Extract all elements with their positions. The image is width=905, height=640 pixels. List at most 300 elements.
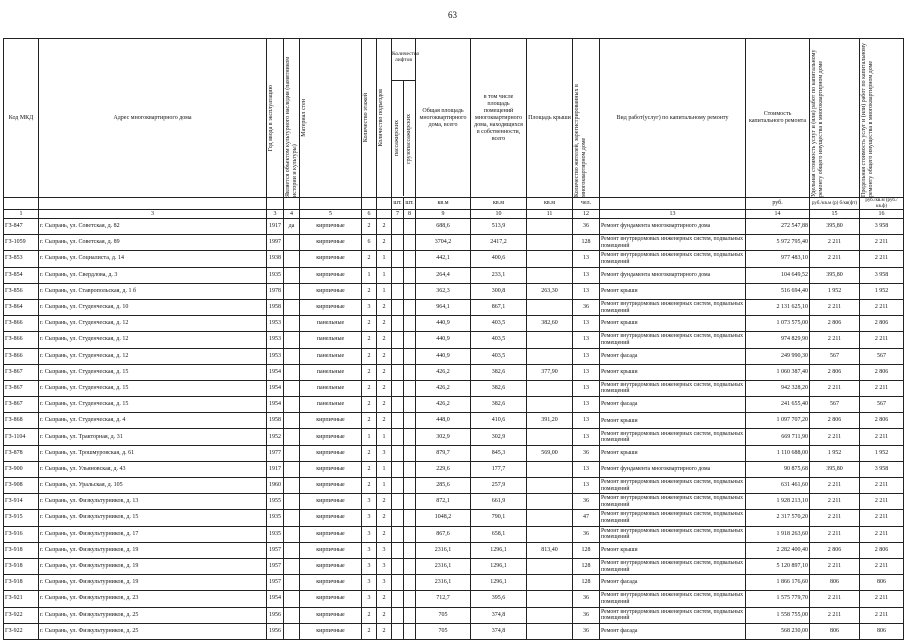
lifts-cargo-cell <box>404 251 416 267</box>
floors-cell: 3 <box>362 558 377 574</box>
header-entrances: Количество подъездов <box>377 39 392 198</box>
address-cell: г. Сызрань, ул. Физкультурников, д. 25 <box>39 623 267 639</box>
wall-cell: кирпичные <box>300 267 362 283</box>
unit-cost-cell: 567 <box>810 397 860 413</box>
area-roof-cell: 263,30 <box>527 283 573 299</box>
heritage-cell <box>284 235 300 251</box>
kod-cell: ГЗ-866 <box>4 348 39 364</box>
kod-cell: ГЗ-853 <box>4 251 39 267</box>
unit-cost-cell: 567 <box>810 348 860 364</box>
entrances-cell: 1 <box>377 429 392 445</box>
floors-cell: 6 <box>362 235 377 251</box>
heritage-cell <box>284 348 300 364</box>
kod-cell: ГЗ-867 <box>4 380 39 396</box>
year-cell: 1957 <box>267 558 284 574</box>
kod-cell: ГЗ-914 <box>4 494 39 510</box>
year-cell: 1956 <box>267 607 284 623</box>
address-cell: г. Сызрань, ул. Студенческая, д. 12 <box>39 316 267 332</box>
work-cell: Ремонт крыши <box>600 413 746 429</box>
header-kod: Код МКД <box>4 39 39 198</box>
wall-cell: кирпичные <box>300 591 362 607</box>
kod-cell: ГЗ-900 <box>4 461 39 477</box>
cost-cell: 249 990,30 <box>746 348 810 364</box>
cost-cell: 241 655,40 <box>746 397 810 413</box>
header-lifts: Количество лифтов пассажирских грузопассажирских <box>392 39 416 198</box>
limit-cost-cell: 567 <box>860 348 904 364</box>
table-row <box>4 251 904 267</box>
cost-cell: 631 461,60 <box>746 478 810 494</box>
unit-cost-cell: 806 <box>810 575 860 591</box>
table-row <box>4 558 904 574</box>
heritage-cell <box>284 251 300 267</box>
area-own-cell: 403,5 <box>471 316 527 332</box>
kod-cell: ГЗ-1059 <box>4 235 39 251</box>
kod-cell: ГЗ-866 <box>4 332 39 348</box>
area-roof-cell <box>527 235 573 251</box>
wall-cell: кирпичные <box>300 235 362 251</box>
address-cell: г. Сызрань, ул. Физкультурников, д. 13 <box>39 494 267 510</box>
wall-cell: панельные <box>300 364 362 380</box>
floors-cell: 3 <box>362 494 377 510</box>
address-cell: г. Сызрань, ул. Студенческая, д. 15 <box>39 380 267 396</box>
work-cell: Ремонт внутридомовых инженерных систем, подвальных помещений <box>600 299 746 315</box>
residents-cell: 36 <box>573 219 600 235</box>
table-row <box>4 510 904 526</box>
work-cell: Ремонт внутридомовых инженерных систем, подвальных помещений <box>600 332 746 348</box>
heritage-cell <box>284 510 300 526</box>
unit-cost-cell: 395,80 <box>810 267 860 283</box>
entrances-cell: 3 <box>377 445 392 461</box>
lifts-pass-cell <box>392 542 404 558</box>
unit-cost-cell: 2 211 <box>810 380 860 396</box>
kod-cell: ГЗ-918 <box>4 542 39 558</box>
heritage-cell <box>284 316 300 332</box>
lifts-pass-cell <box>392 478 404 494</box>
residents-cell: 36 <box>573 607 600 623</box>
cost-cell: 5 120 897,10 <box>746 558 810 574</box>
residents-cell: 36 <box>573 445 600 461</box>
area-own-cell: 374,8 <box>471 607 527 623</box>
floors-cell: 2 <box>362 397 377 413</box>
table-row <box>4 235 904 251</box>
heritage-cell <box>284 445 300 461</box>
heritage-cell <box>284 607 300 623</box>
work-cell: Ремонт внутридомовых инженерных систем, подвальных помещений <box>600 526 746 542</box>
lifts-pass-cell <box>392 558 404 574</box>
area-total-cell: 2316,1 <box>416 558 471 574</box>
entrances-cell: 2 <box>377 364 392 380</box>
lifts-pass-cell <box>392 445 404 461</box>
residents-cell: 128 <box>573 235 600 251</box>
work-cell: Ремонт крыши <box>600 316 746 332</box>
area-roof-cell <box>527 461 573 477</box>
lifts-pass-cell <box>392 219 404 235</box>
limit-cost-cell: 567 <box>860 397 904 413</box>
address-cell: г. Сызрань, ул. Физкультурников, д. 25 <box>39 607 267 623</box>
area-own-cell: 661,9 <box>471 494 527 510</box>
work-cell: Ремонт внутридомовых инженерных систем, подвальных помещений <box>600 591 746 607</box>
kod-cell: ГЗ-864 <box>4 299 39 315</box>
limit-cost-cell: 2 211 <box>860 478 904 494</box>
table-row <box>4 623 904 639</box>
cost-cell: 90 875,68 <box>746 461 810 477</box>
area-roof-cell <box>527 526 573 542</box>
cost-cell: 942 328,20 <box>746 380 810 396</box>
kod-cell: ГЗ-866 <box>4 316 39 332</box>
year-cell: 1917 <box>267 219 284 235</box>
units-row: шт. шт. кв.м кв.м кв.м чел. руб. руб./кв.м (р) б/кв(фт) руб./кв.м (руб./кв.ф) <box>4 198 904 210</box>
area-own-cell: 1296,1 <box>471 558 527 574</box>
lifts-pass-cell <box>392 251 404 267</box>
cost-cell: 568 230,00 <box>746 623 810 639</box>
area-own-cell: 845,3 <box>471 445 527 461</box>
address-cell: г. Сызрань, ул. Физкультурников, д. 19 <box>39 542 267 558</box>
limit-cost-cell: 2 211 <box>860 558 904 574</box>
area-own-cell: 513,9 <box>471 219 527 235</box>
floors-cell: 2 <box>362 380 377 396</box>
limit-cost-cell: 806 <box>860 575 904 591</box>
area-roof-cell <box>527 219 573 235</box>
area-total-cell: 229,6 <box>416 461 471 477</box>
limit-cost-cell: 2 806 <box>860 413 904 429</box>
heritage-cell <box>284 461 300 477</box>
residents-cell: 13 <box>573 397 600 413</box>
unit-cost-cell: 2 211 <box>810 235 860 251</box>
area-roof-cell: 377,90 <box>527 364 573 380</box>
area-total-cell: 2316,1 <box>416 542 471 558</box>
lifts-cargo-cell <box>404 607 416 623</box>
floors-cell: 2 <box>362 348 377 364</box>
work-cell: Ремонт внутридомовых инженерных систем, подвальных помещений <box>600 558 746 574</box>
limit-cost-cell: 2 806 <box>860 542 904 558</box>
table-row <box>4 316 904 332</box>
heritage-cell <box>284 283 300 299</box>
lifts-cargo-cell <box>404 397 416 413</box>
entrances-cell: 2 <box>377 299 392 315</box>
unit-cost-cell: 2 211 <box>810 591 860 607</box>
work-cell: Ремонт внутридомовых инженерных систем, подвальных помещений <box>600 380 746 396</box>
table-row <box>4 429 904 445</box>
heritage-cell <box>284 364 300 380</box>
residents-cell: 13 <box>573 380 600 396</box>
lifts-cargo-cell <box>404 380 416 396</box>
lifts-pass-cell <box>392 413 404 429</box>
residents-cell: 13 <box>573 364 600 380</box>
lifts-cargo-cell <box>404 332 416 348</box>
year-cell: 1958 <box>267 413 284 429</box>
area-total-cell: 264,4 <box>416 267 471 283</box>
limit-cost-cell: 2 211 <box>860 591 904 607</box>
floors-cell: 3 <box>362 510 377 526</box>
unit-cost-cell: 2 211 <box>810 607 860 623</box>
lifts-pass-cell <box>392 364 404 380</box>
work-cell: Ремонт фасада <box>600 348 746 364</box>
area-roof-cell <box>527 380 573 396</box>
entrances-cell: 2 <box>377 510 392 526</box>
heritage-cell <box>284 267 300 283</box>
address-cell: г. Сызрань, ул. Студенческая, д. 15 <box>39 397 267 413</box>
unit-cost-cell: 2 806 <box>810 316 860 332</box>
floors-cell: 3 <box>362 542 377 558</box>
wall-cell: панельные <box>300 348 362 364</box>
area-own-cell: 395,6 <box>471 591 527 607</box>
address-cell: г. Сызрань, ул. Студенческая, д. 4 <box>39 413 267 429</box>
area-total-cell: 426,2 <box>416 364 471 380</box>
heritage-cell <box>284 526 300 542</box>
entrances-cell: 3 <box>377 542 392 558</box>
area-roof-cell <box>527 478 573 494</box>
table-row <box>4 478 904 494</box>
table-row <box>4 397 904 413</box>
entrances-cell: 1 <box>377 251 392 267</box>
cost-cell: 272 547,88 <box>746 219 810 235</box>
kod-cell: ГЗ-922 <box>4 623 39 639</box>
floors-cell: 3 <box>362 575 377 591</box>
residents-cell: 36 <box>573 526 600 542</box>
work-cell: Ремонт фасада <box>600 575 746 591</box>
wall-cell: панельные <box>300 397 362 413</box>
lifts-cargo-cell <box>404 283 416 299</box>
work-cell: Ремонт внутридомовых инженерных систем, подвальных помещений <box>600 235 746 251</box>
address-cell: г. Сызрань, ул. Свердлова, д. 3 <box>39 267 267 283</box>
work-cell: Ремонт внутридомовых инженерных систем, подвальных помещений <box>600 429 746 445</box>
cost-cell: 1 110 688,00 <box>746 445 810 461</box>
area-total-cell: 2316,1 <box>416 575 471 591</box>
year-cell: 1953 <box>267 316 284 332</box>
lifts-pass-cell <box>392 591 404 607</box>
wall-cell: кирпичные <box>300 461 362 477</box>
entrances-cell: 2 <box>377 413 392 429</box>
year-cell: 1958 <box>267 299 284 315</box>
residents-cell: 128 <box>573 558 600 574</box>
year-cell: 1935 <box>267 267 284 283</box>
entrances-cell: 2 <box>377 494 392 510</box>
wall-cell: кирпичные <box>300 607 362 623</box>
cost-cell: 516 694,40 <box>746 283 810 299</box>
year-cell: 1954 <box>267 380 284 396</box>
area-own-cell: 410,6 <box>471 413 527 429</box>
lifts-cargo-cell <box>404 348 416 364</box>
area-roof-cell <box>527 510 573 526</box>
limit-cost-cell: 2 211 <box>860 380 904 396</box>
wall-cell: панельные <box>300 380 362 396</box>
floors-cell: 2 <box>362 445 377 461</box>
lifts-cargo-cell <box>404 461 416 477</box>
cost-cell: 1 918 263,60 <box>746 526 810 542</box>
area-roof-cell: 569,00 <box>527 445 573 461</box>
unit-cost-cell: 2 806 <box>810 364 860 380</box>
floors-cell: 2 <box>362 316 377 332</box>
area-own-cell: 400,6 <box>471 251 527 267</box>
header-work: Вид работ(услуг) по капитальному ремонту <box>600 39 746 198</box>
heritage-cell: да <box>284 219 300 235</box>
wall-cell: кирпичные <box>300 478 362 494</box>
area-total-cell: 440,9 <box>416 348 471 364</box>
area-total-cell: 426,2 <box>416 380 471 396</box>
lifts-pass-cell <box>392 380 404 396</box>
area-own-cell: 658,1 <box>471 526 527 542</box>
area-roof-cell: 382,60 <box>527 316 573 332</box>
heritage-cell <box>284 332 300 348</box>
limit-cost-cell: 2 806 <box>860 316 904 332</box>
wall-cell: кирпичные <box>300 413 362 429</box>
wall-cell: кирпичные <box>300 526 362 542</box>
lifts-pass-cell <box>392 332 404 348</box>
address-cell: г. Сызрань, ул. Студенческая, д. 12 <box>39 348 267 364</box>
table-row <box>4 299 904 315</box>
entrances-cell: 1 <box>377 267 392 283</box>
wall-cell: кирпичные <box>300 445 362 461</box>
header-heritage: Является объектом культурного наследия (памятником истории и культуры) <box>284 39 300 198</box>
heritage-cell <box>284 623 300 639</box>
residents-cell: 47 <box>573 510 600 526</box>
entrances-cell: 1 <box>377 283 392 299</box>
header-residents: Количество жителей, зарегистрированных в многоквартирном доме <box>573 39 600 198</box>
cost-cell: 2 317 570,20 <box>746 510 810 526</box>
column-number-row: 1 3 3 4 5 6 7 8 9 10 11 12 13 14 15 16 <box>4 210 904 219</box>
limit-cost-cell: 2 211 <box>860 299 904 315</box>
work-cell: Ремонт крыши <box>600 364 746 380</box>
page-number: 63 <box>448 10 457 20</box>
lifts-pass-cell <box>392 623 404 639</box>
kod-cell: ГЗ-1104 <box>4 429 39 445</box>
unit-cost-cell: 1 952 <box>810 283 860 299</box>
residents-cell: 13 <box>573 348 600 364</box>
address-cell: г. Сызрань, ул. Уральская, д. 105 <box>39 478 267 494</box>
table-row <box>4 591 904 607</box>
address-cell: г. Сызрань, ул. Студенческая, д. 12 <box>39 332 267 348</box>
table-row <box>4 575 904 591</box>
year-cell: 1953 <box>267 348 284 364</box>
lifts-cargo-cell <box>404 526 416 542</box>
work-cell: Ремонт фундамента многоквартирного дома <box>600 267 746 283</box>
area-roof-cell: 813,40 <box>527 542 573 558</box>
lifts-cargo-cell <box>404 429 416 445</box>
area-own-cell: 233,1 <box>471 267 527 283</box>
unit-cost-cell: 2 211 <box>810 478 860 494</box>
residents-cell: 13 <box>573 251 600 267</box>
residents-cell: 36 <box>573 299 600 315</box>
residents-cell: 36 <box>573 591 600 607</box>
area-roof-cell <box>527 575 573 591</box>
entrances-cell: 2 <box>377 219 392 235</box>
unit-cost-cell: 2 211 <box>810 299 860 315</box>
address-cell: г. Сызрань, ул. Физкультурников, д. 19 <box>39 575 267 591</box>
area-total-cell: 712,7 <box>416 591 471 607</box>
area-roof-cell <box>527 267 573 283</box>
floors-cell: 3 <box>362 526 377 542</box>
heritage-cell <box>284 380 300 396</box>
work-cell: Ремонт крыши <box>600 283 746 299</box>
heritage-cell <box>284 542 300 558</box>
unit-cost-cell: 2 211 <box>810 526 860 542</box>
lifts-pass-cell <box>392 526 404 542</box>
area-total-cell: 705 <box>416 607 471 623</box>
area-total-cell: 302,9 <box>416 429 471 445</box>
address-cell: г. Сызрань, ул. Физкультурников, д. 23 <box>39 591 267 607</box>
address-cell: г. Сызрань, ул. Трошмуровская, д. 61 <box>39 445 267 461</box>
lifts-cargo-cell <box>404 219 416 235</box>
year-cell: 1978 <box>267 283 284 299</box>
lifts-pass-cell <box>392 461 404 477</box>
header-cost: Стоимость капитального ремонта <box>746 39 810 198</box>
year-cell: 1955 <box>267 494 284 510</box>
residents-cell: 13 <box>573 461 600 477</box>
area-own-cell: 867,1 <box>471 299 527 315</box>
kod-cell: ГЗ-847 <box>4 219 39 235</box>
kod-cell: ГЗ-867 <box>4 364 39 380</box>
limit-cost-cell: 2 211 <box>860 251 904 267</box>
limit-cost-cell: 3 958 <box>860 219 904 235</box>
table-row <box>4 219 904 235</box>
entrances-cell: 2 <box>377 607 392 623</box>
area-roof-cell <box>527 591 573 607</box>
floors-cell: 2 <box>362 461 377 477</box>
area-own-cell: 1296,1 <box>471 542 527 558</box>
wall-cell: кирпичные <box>300 510 362 526</box>
wall-cell: кирпичные <box>300 558 362 574</box>
cost-cell: 1 060 387,40 <box>746 364 810 380</box>
work-cell: Ремонт крыши <box>600 445 746 461</box>
limit-cost-cell: 3 958 <box>860 267 904 283</box>
year-cell: 1954 <box>267 591 284 607</box>
work-cell: Ремонт фундамента многоквартирного дома <box>600 461 746 477</box>
area-own-cell: 1296,1 <box>471 575 527 591</box>
unit-cost-cell: 2 211 <box>810 332 860 348</box>
cost-cell: 977 483,10 <box>746 251 810 267</box>
entrances-cell: 2 <box>377 348 392 364</box>
lifts-pass-cell <box>392 316 404 332</box>
year-cell: 1954 <box>267 364 284 380</box>
header-area-own: в том числе площадь помещений многоквартирного дома, находящихся в собственности, всего <box>471 39 527 198</box>
unit-cost-cell: 2 806 <box>810 542 860 558</box>
unit-cost-cell: 2 211 <box>810 429 860 445</box>
cost-cell: 1 097 707,20 <box>746 413 810 429</box>
lifts-pass-cell <box>392 348 404 364</box>
unit-cost-cell: 2 806 <box>810 413 860 429</box>
kod-cell: ГЗ-918 <box>4 558 39 574</box>
year-cell: 1935 <box>267 526 284 542</box>
work-cell: Ремонт внутридомовых инженерных систем, подвальных помещений <box>600 251 746 267</box>
kod-cell: ГЗ-916 <box>4 526 39 542</box>
entrances-cell: 2 <box>377 332 392 348</box>
limit-cost-cell: 2 806 <box>860 364 904 380</box>
unit-cost-cell: 2 211 <box>810 494 860 510</box>
floors-cell: 1 <box>362 429 377 445</box>
table-row <box>4 332 904 348</box>
residents-cell: 128 <box>573 542 600 558</box>
address-cell: г. Сызрань, ул. Ульяновская, д. 43 <box>39 461 267 477</box>
residents-cell: 13 <box>573 332 600 348</box>
area-own-cell: 382,6 <box>471 380 527 396</box>
floors-cell: 2 <box>362 478 377 494</box>
work-cell: Ремонт фундамента многоквартирного дома <box>600 219 746 235</box>
limit-cost-cell: 806 <box>860 623 904 639</box>
address-cell: г. Сызрань, ул. Ставропольская, д. 1 б <box>39 283 267 299</box>
kod-cell: ГЗ-856 <box>4 283 39 299</box>
address-cell: г. Сызрань, ул. Физкультурников, д. 17 <box>39 526 267 542</box>
floors-cell: 3 <box>362 299 377 315</box>
table-row <box>4 494 904 510</box>
table-row <box>4 380 904 396</box>
header-address: Адрес многоквартирного дома <box>39 39 267 198</box>
residents-cell: 13 <box>573 316 600 332</box>
wall-cell: кирпичные <box>300 494 362 510</box>
lifts-cargo-cell <box>404 591 416 607</box>
area-total-cell: 440,9 <box>416 316 471 332</box>
residents-cell: 13 <box>573 429 600 445</box>
capital-repair-table <box>3 38 904 640</box>
